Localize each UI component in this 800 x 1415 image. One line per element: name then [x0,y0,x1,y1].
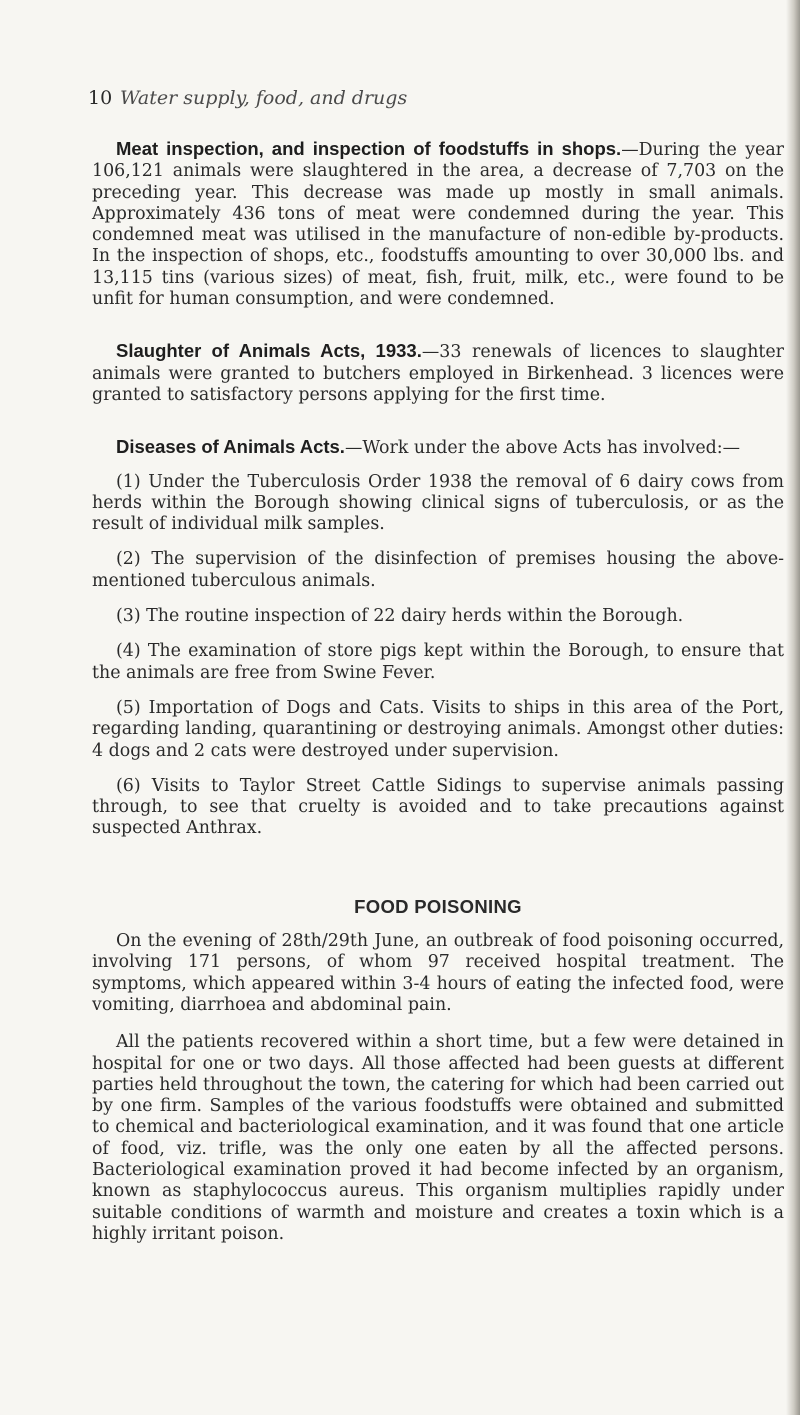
page-number: 10 [88,87,113,109]
diseases-list-item-5: (5) Importation of Dogs and Cats. Visits to ships in this area of the Port, regarding landing, quarantining or destroying animals. Amongst other duties: 4 dogs and 2 cats were destroyed under supervision. [92,697,784,761]
meat-inspection-heading: Meat inspection, and inspection of foodstuffs in shops. [116,138,622,159]
food-poisoning-heading: FOOD POISONING [354,895,522,917]
food-poisoning-paragraph-1: On the evening of 28th/29th June, an outbreak of food poisoning occurred, involving 171 persons, of whom 97 received hospital treatment. The symptoms, which appeared within 3-4 hours of eating the infected food, were vomiting, diarrhoea and abdominal pain. [92,931,784,1015]
diseases-list-item-6: (6) Visits to Taylor Street Cattle Sidings to supervise animals passing through, to see that cruelty is avoided and to take precautions against suspected Anthrax. [92,775,784,839]
slaughter-acts-heading: Slaughter of Animals Acts, 1933. [116,340,422,362]
meat-inspection-body: —During the year 106,121 animals were slaughtered in the area, a decrease of 7,703 on the preceding year. This decrease was made up mostly in small animals. Approximately 436 tons of meat were condemned during the year. This condemned meat was utilised in the manufacture of non-edible by-products. In the inspection of shops, etc., foodstuffs amounting to over 30,000 lbs. and 13,115 tins (various sizes) of meat, fish, fruit, milk, etc., were found to be unfit for human consumption, and were condemned. [92,140,784,310]
diseases-list-item-2: (2) The supervision of the disinfection of premises housing the above-mentioned tuberculous animals. [92,549,784,591]
slaughter-acts-body: —33 renewals of licences to slaughter animals were granted to butchers employed in Birkenhead. 3 licences were granted to satisfactory persons applying for the first time. [92,342,785,405]
page-content [92,138,784,1245]
diseases-acts-paragraph [92,436,784,459]
slaughter-acts-paragraph [92,340,784,406]
diseases-list-item-3: (3) The routine inspection of 22 dairy herds within the Borough. [116,606,684,627]
diseases-acts-intro: —Work under the above Acts has involved:— [344,438,741,459]
meat-inspection-paragraph [92,138,784,310]
food-poisoning-paragraph-2: All the patients recovered within a short time, but a few were detained in hospital for one or two days. All those affected had been guests at different parties held throughout the town, the catering for which had been carried out by one firm. Samples of the various foodstuffs were obtained and submitted to chemical and bacteriological examination, and it was found that one article of food, viz. trifle, was the only one eaten by all the affected persons. Bacteriological examination proved it had become infected by an organism, known as staphylococcus aureus. This organism multiplies rapidly under suitable conditions of warmth and moisture and creates a toxin which is a highly irritant poison. [92,1032,784,1244]
diseases-list-item-4: (4) The examination of store pigs kept within the Borough, to ensure that the animals are free from Swine Fever. [92,641,784,683]
running-title: Water supply, food, and drugs [120,87,408,109]
diseases-list-item-1: (1) Under the Tuberculosis Order 1938 the removal of 6 dairy cows from herds within the Borough showing clinical signs of tuberculosis, or as the result of individual milk samples. [92,471,784,535]
page-edge-shadow [786,0,800,1415]
diseases-acts-heading: Diseases of Animals Acts. [116,436,345,458]
